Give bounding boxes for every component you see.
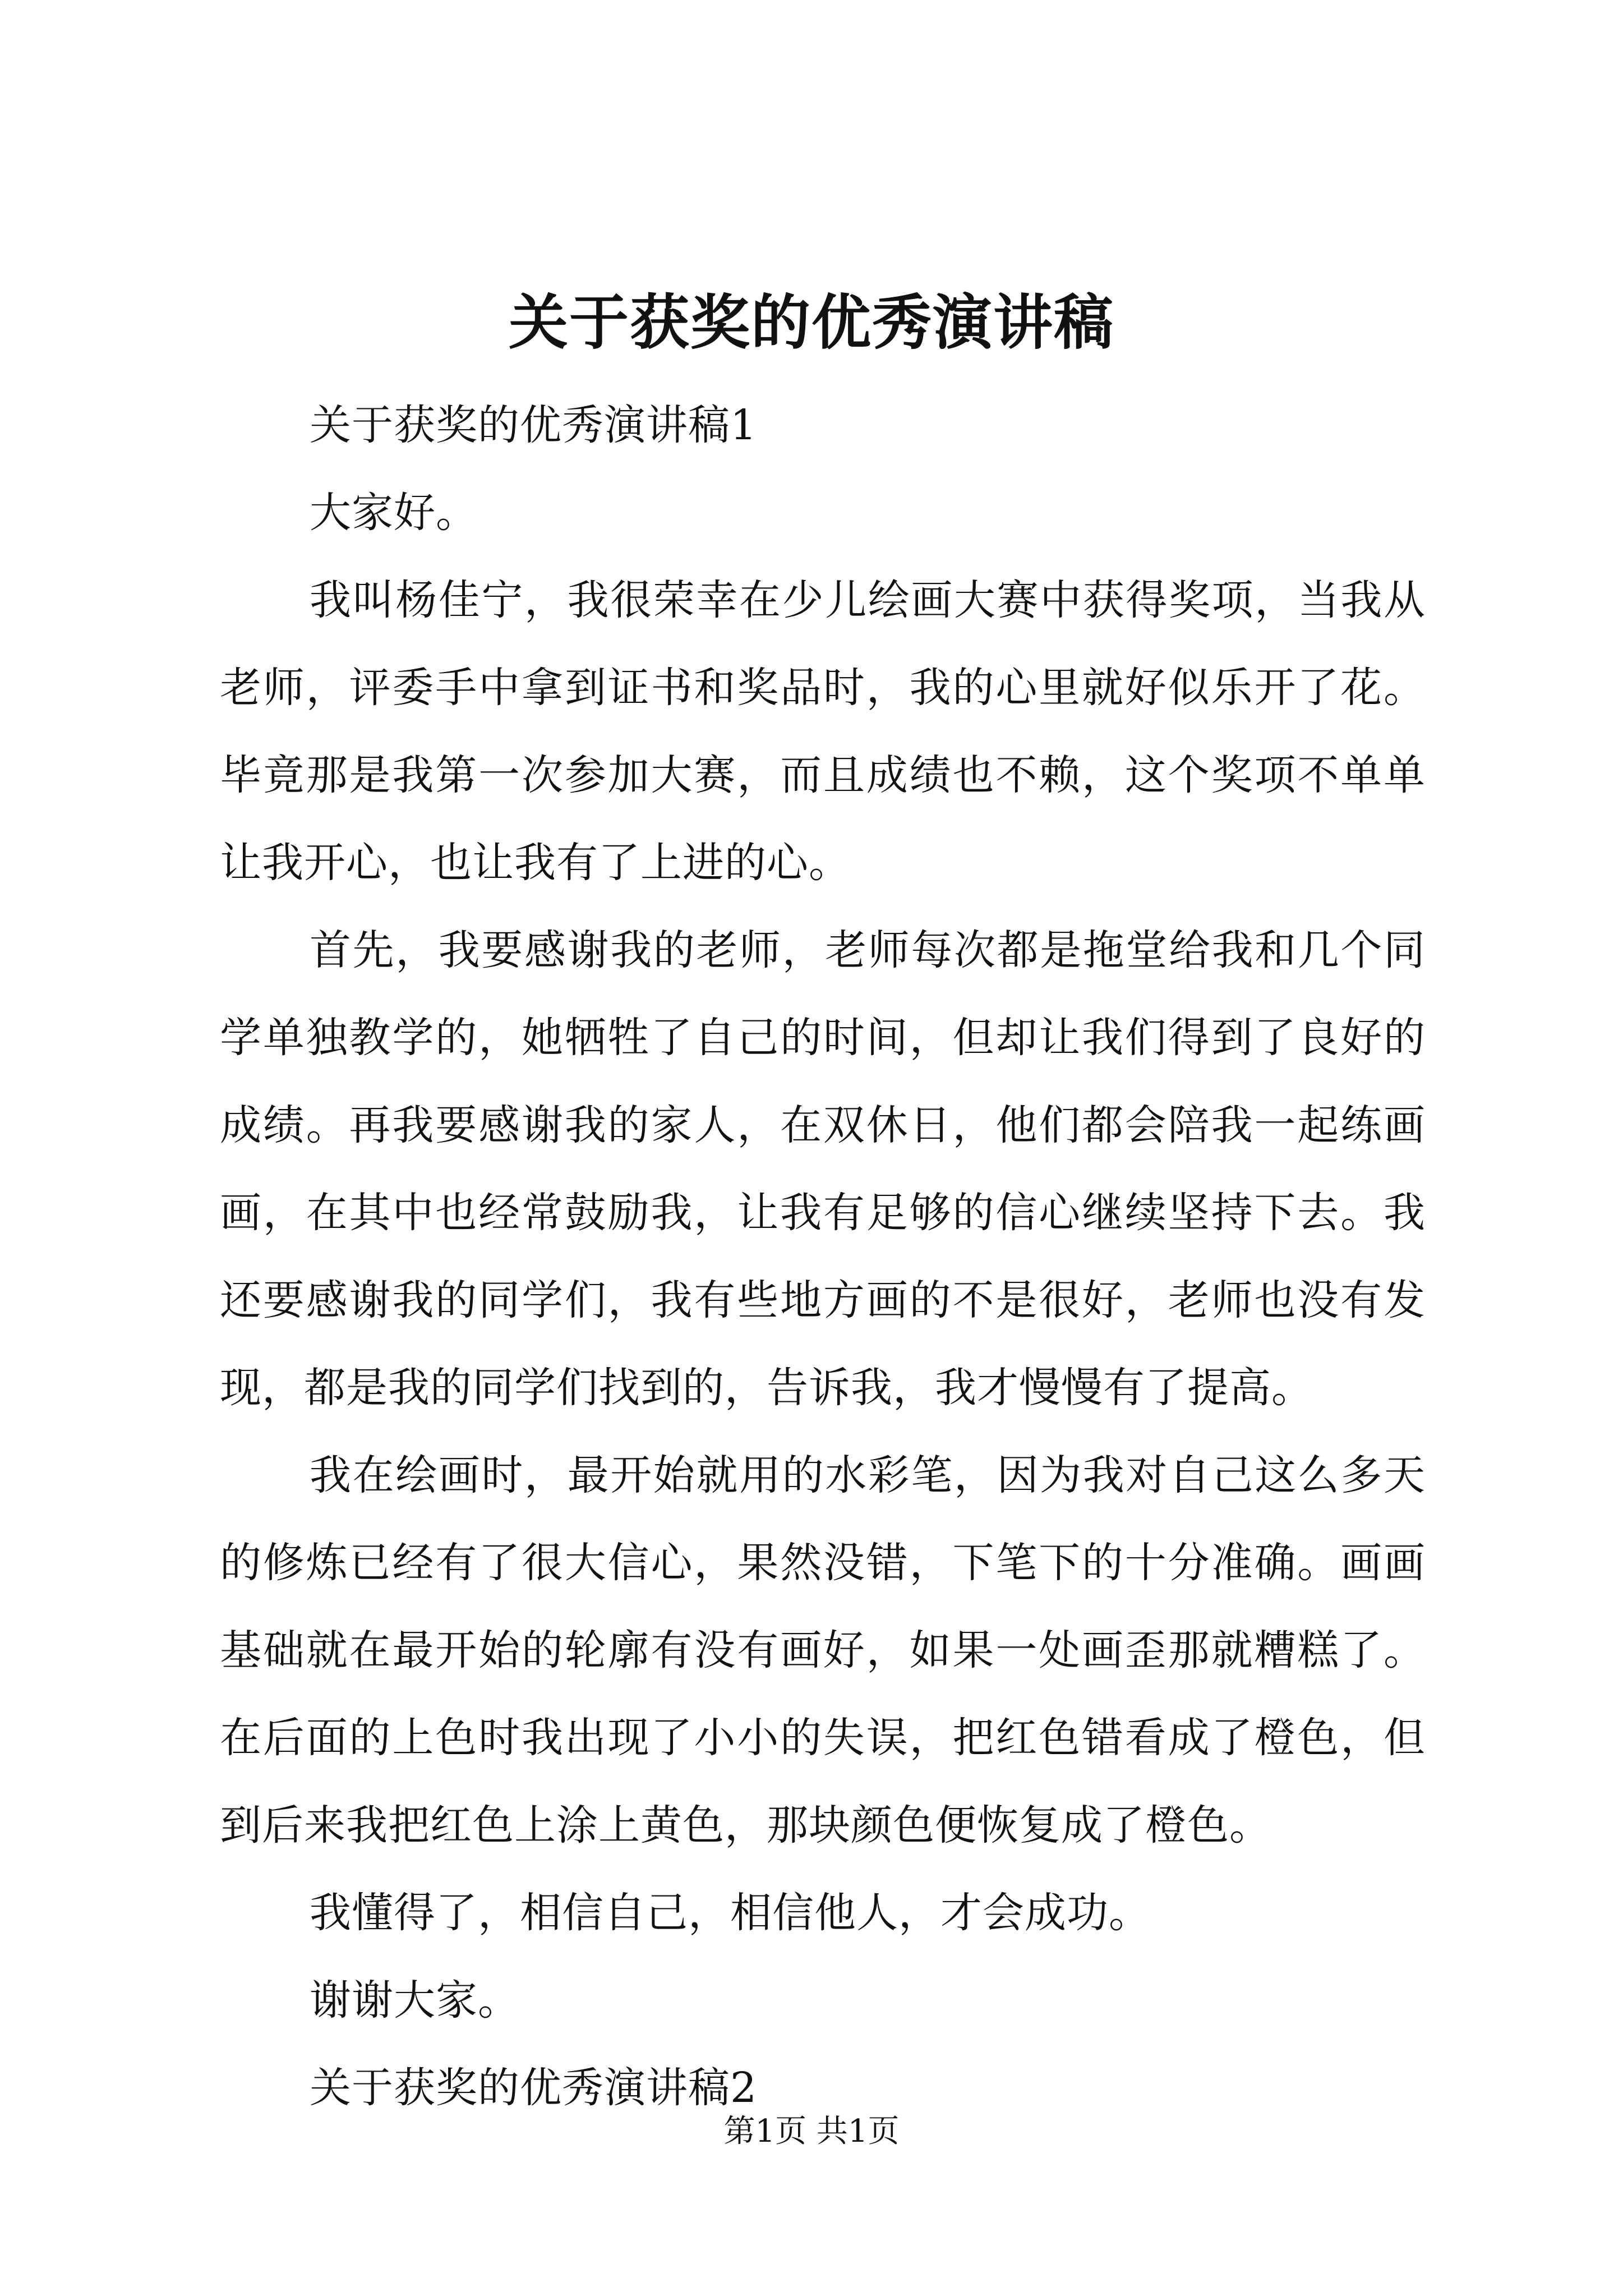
body-paragraph: 我懂得了，相信自己，相信他人，才会成功。 (310, 1889, 1151, 1937)
body-paragraph: 我叫杨佳宁，我很荣幸在少儿绘画大赛中获得奖项，当我从老师，评委手中拿到证书和奖品时，我的心里就好似乐开了花。毕竟那是我第一次参加大赛，而且成绩也不赖，这个奖项不单单让我开心，也让我有了上进的心。 (220, 576, 1426, 887)
greeting-paragraph: 大家好。 (310, 489, 478, 537)
page-number-footer: 第1页 共1页 (723, 2113, 900, 2150)
document-body (220, 381, 1426, 2132)
closing-paragraph: 谢谢大家。 (310, 1976, 520, 2024)
section-heading-1: 关于获奖的优秀演讲稿1 (310, 401, 758, 449)
body-paragraph: 首先，我要感谢我的老师，老师每次都是拖堂给我和几个同学单独教学的，她牺牲了自己的时间，但却让我们得到了良好的成绩。再我要感谢我的家人，在双休日，他们都会陪我一起练画画，在其中也经常鼓励我，让我有足够的信心继续坚持下去。我还要感谢我的同学们，我有些地方画的不是很好，老师也没有发现，都是我的同学们找到的，告诉我，我才慢慢有了提高。 (220, 926, 1426, 1412)
body-paragraph: 我在绘画时，最开始就用的水彩笔，因为我对自己这么多天的修炼已经有了很大信心，果然没错，下笔下的十分准确。画画基础就在最开始的轮廓有没有画好，如果一处画歪那就糟糕了。在后面的上色时我出现了小小的失误，把红色错看成了橙色，但到后来我把红色上涂上黄色，那块颜色便恢复成了橙色。 (220, 1451, 1426, 1849)
section-heading-2: 关于获奖的优秀演讲稿2 (310, 2064, 758, 2112)
document-title: 关于获奖的优秀演讲稿 (509, 287, 1114, 357)
